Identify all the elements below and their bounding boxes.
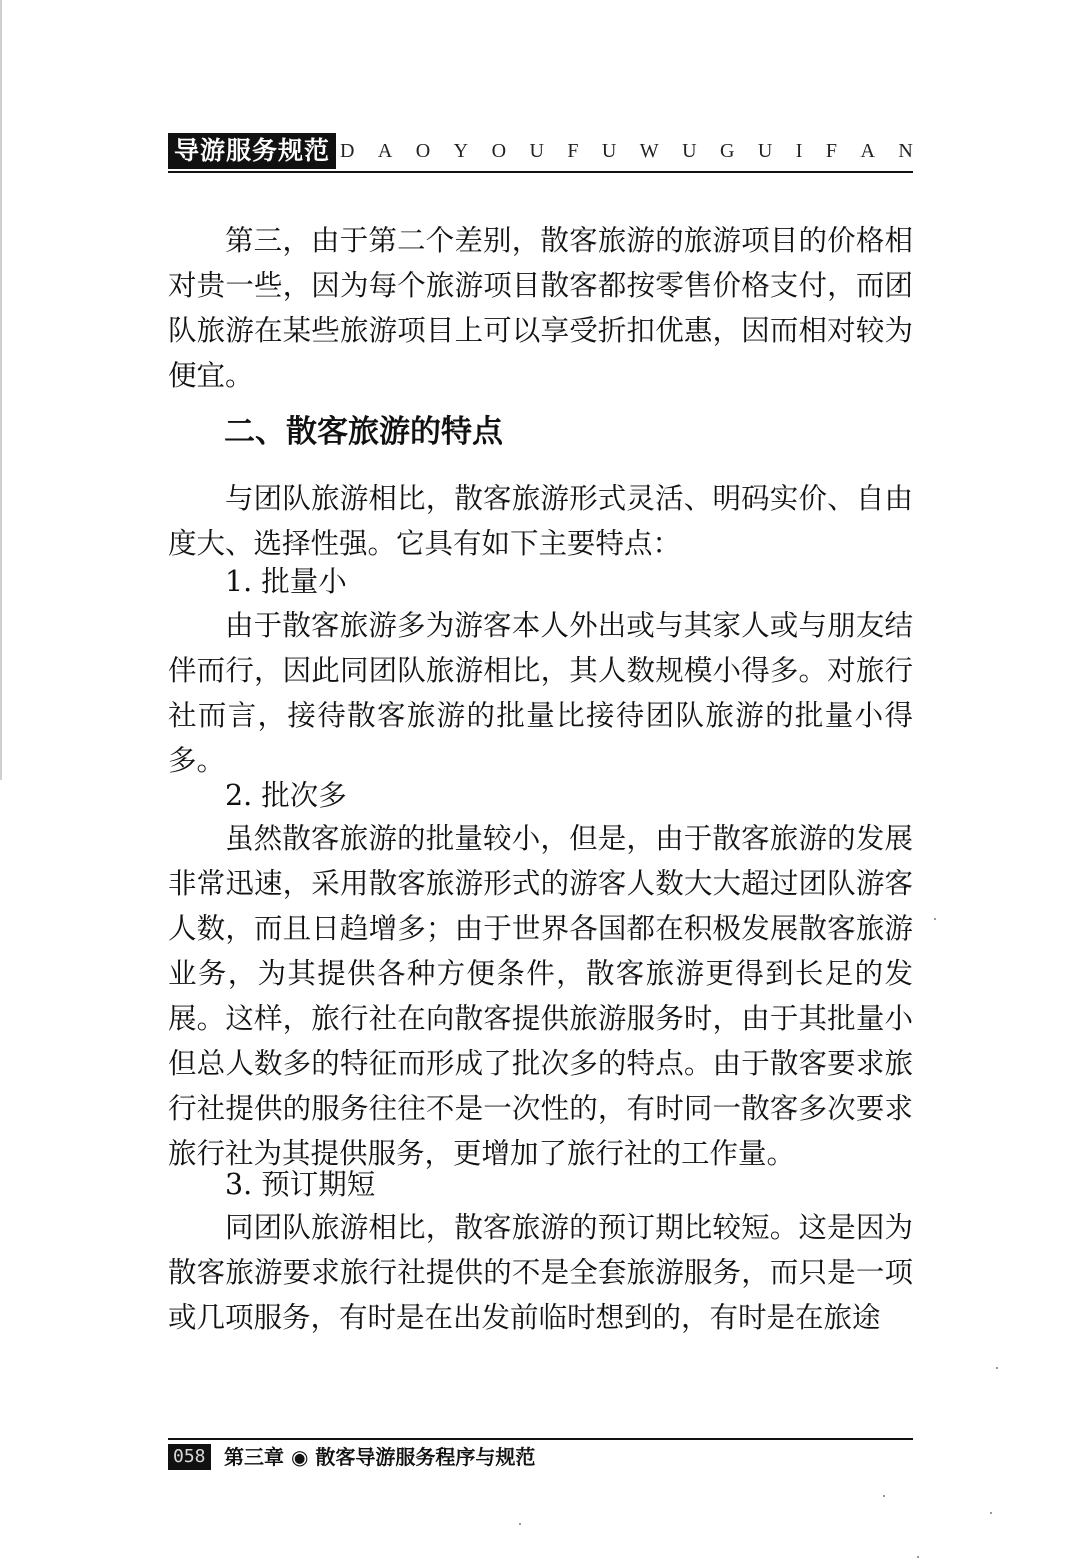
item-heading-small-batch: 1. 批量小 [225,565,347,598]
header-letter: O [491,139,507,162]
header-letter: A [860,139,875,162]
page-number: 058 [168,1444,211,1470]
paragraph-small-batch: 由于散客旅游多为游客本人外出或与其家人或与朋友结伴而行，因此同团队旅游相比，其人数规模小得多。对旅行社而言，接待散客旅游的批量比接待团队旅游的批量小得多。 [168,609,913,777]
header-letter: Y [453,139,469,162]
header-letter: F [567,139,579,162]
header-letter: O [415,139,431,162]
scan-speck [883,1495,885,1497]
paragraph-intro: 与团队旅游相比，散客旅游形式灵活、明码实价、自由度大、选择性强。它具有如下主要特点： [168,482,913,560]
header-letter: U [529,139,544,162]
item-heading-short-booking: 3. 预订期短 [225,1168,376,1201]
header-letter: F [825,139,838,162]
header-letter: D [340,139,355,162]
paragraph-many-batches: 虽然散客旅游的批量较小，但是，由于散客旅游的发展非常迅速，采用散客旅游形式的游客人数大大超过团队游客人数，而且日趋增多；由于世界各国都在积极发展散客旅游业务，为其提供各种方便条件，散客旅游更得到长足的发展。这样，旅行社在向散客提供旅游服务时，由于其批量小但总人数多的特征而形成了批次多的特点。由于散客要求旅行社提供的服务往往不是一次性的，有时同一散客多次要求旅行社为其提供服务，更增加了旅行社的工作量。 [168,822,913,1170]
header-title-block: 导游服务规范 [168,133,336,169]
paragraph-price-difference: 第三，由于第二个差别，散客旅游的旅游项目的价格相对贵一些，因为每个旅游项目散客都按零售价格支付，而团队旅游在某些旅游项目上可以享受折扣优惠，因而相对较为便宜。 [168,224,913,392]
header-letter: G [720,139,735,162]
section-heading: 二、散客旅游的特点 [224,414,503,450]
page-footer [168,1438,913,1472]
header-letter-strip [340,133,913,169]
header-letter: W [639,139,659,162]
header-letter: A [377,139,393,162]
header-rule [168,171,913,173]
header-letter: U [682,139,697,162]
scan-speck [996,1367,998,1369]
header-letter: N [898,139,913,162]
scan-speck [917,1556,919,1558]
scan-speck [990,1512,992,1514]
footer-rule [168,1438,913,1440]
scan-speck [934,918,936,920]
header-letter: U [601,139,617,162]
scan-speck [519,1523,521,1525]
scan-edge-shadow [0,0,2,780]
item-heading-many-batches: 2. 批次多 [225,779,347,812]
paragraph-short-booking: 同团队旅游相比，散客旅游的预订期比较短。这是因为散客旅游要求旅行社提供的不是全套旅游服务，而只是一项或几项服务，有时是在出发前临时想到的，有时是在旅途 [168,1211,913,1334]
header-letter: I [795,139,803,162]
running-header [168,133,913,173]
chapter-title: 第三章 ◉ 散客导游服务程序与规范 [224,1445,536,1469]
header-letter: U [757,139,773,162]
